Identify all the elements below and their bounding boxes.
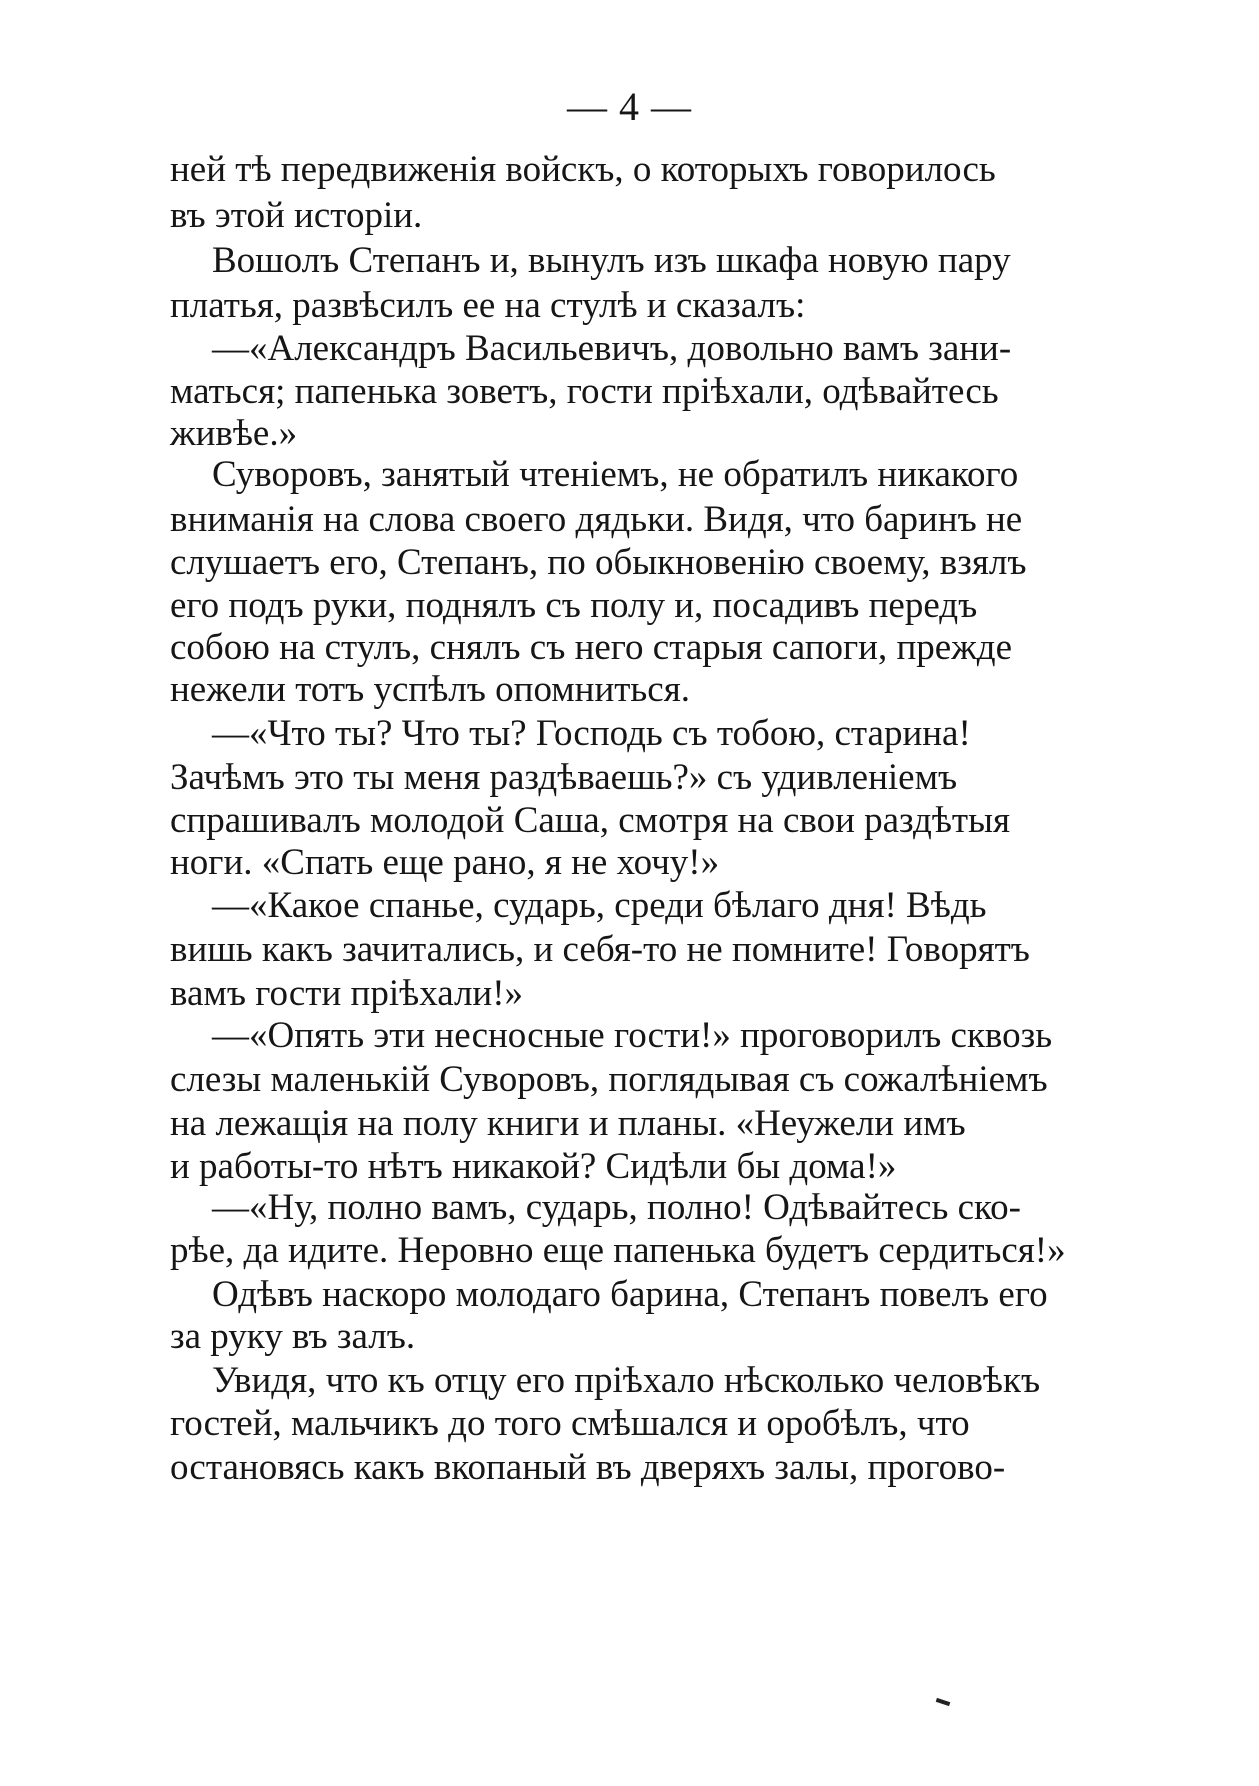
text-line: спрашивалъ молодой Саша, смотря на свои раздѣтыя xyxy=(170,800,1010,841)
text-line: въ этой исторіи. xyxy=(170,195,423,236)
text-line: —«Опять эти несносные гости!» проговорилъ сквозь xyxy=(212,1015,1053,1056)
text-line: —«Александръ Васильевичъ, довольно вамъ зани- xyxy=(212,328,1012,369)
text-line: вниманія на слова своего дядьки. Видя, что баринъ не xyxy=(170,499,1023,540)
text-line: слезы маленькій Суворовъ, поглядывая съ сожалѣніемъ xyxy=(170,1059,1048,1100)
text-line: Суворовъ, занятый чтеніемъ, не обратилъ никакого xyxy=(212,454,1019,495)
text-line: Увидя, что къ отцу его пріѣхало нѣсколько человѣкъ xyxy=(212,1360,1041,1401)
text-line: платья, развѣсилъ ее на стулѣ и сказалъ: xyxy=(170,285,806,326)
text-line: живѣе.» xyxy=(170,413,298,454)
text-line: за руку въ залъ. xyxy=(170,1316,416,1357)
text-line: нежели тотъ успѣлъ опомниться. xyxy=(170,669,690,710)
text-line: —«Какое спанье, сударь, среди бѣлаго дня! Вѣдь xyxy=(212,885,987,926)
text-line: вишь какъ зачитались, и себя-то не помните! Говорятъ xyxy=(170,929,1030,970)
text-line: вамъ гости пріѣхали!» xyxy=(170,973,524,1014)
page-number: — 4 — xyxy=(567,84,692,129)
text-line: гостей, мальчикъ до того смѣшался и оробѣлъ, что xyxy=(170,1403,970,1444)
text-line: Вошолъ Степанъ и, вынулъ изъ шкафа новую пару xyxy=(212,240,1011,281)
ink-speck xyxy=(936,1698,951,1706)
text-line: собою на стулъ, снялъ съ него старыя сапоги, прежде xyxy=(170,627,1013,668)
text-line: его подъ руки, поднялъ съ полу и, посадивъ передъ xyxy=(170,585,978,626)
text-line: остановясь какъ вкопаный въ дверяхъ залы, прогово- xyxy=(170,1447,1006,1488)
text-line: ноги. «Спать еще рано, я не хочу!» xyxy=(170,842,720,883)
text-line: Одѣвъ наскоро молодаго барина, Степанъ повелъ его xyxy=(212,1274,1048,1315)
text-line: рѣе, да идите. Неровно еще папенька будетъ сердиться!» xyxy=(170,1230,1066,1271)
text-line: —«Ну, полно вамъ, сударь, полно! Одѣвайтесь ско- xyxy=(212,1187,1021,1228)
text-line: Зачѣмъ это ты меня раздѣваешь?» съ удивленіемъ xyxy=(170,757,958,798)
text-line: маться; папенька зоветъ, гости пріѣхали, одѣвайтесь xyxy=(170,371,999,412)
text-line: слушаетъ его, Степанъ, по обыкновенію своему, взялъ xyxy=(170,542,1027,583)
text-line: —«Что ты? Что ты? Господь съ тобою, старина! xyxy=(212,713,971,754)
text-line: ней тѣ передвиженія войскъ, о которыхъ говорилось xyxy=(170,149,996,190)
text-line: на лежащія на полу книги и планы. «Неужели имъ xyxy=(170,1103,966,1144)
text-line: и работы-то нѣтъ никакой? Сидѣли бы дома!» xyxy=(170,1146,897,1187)
